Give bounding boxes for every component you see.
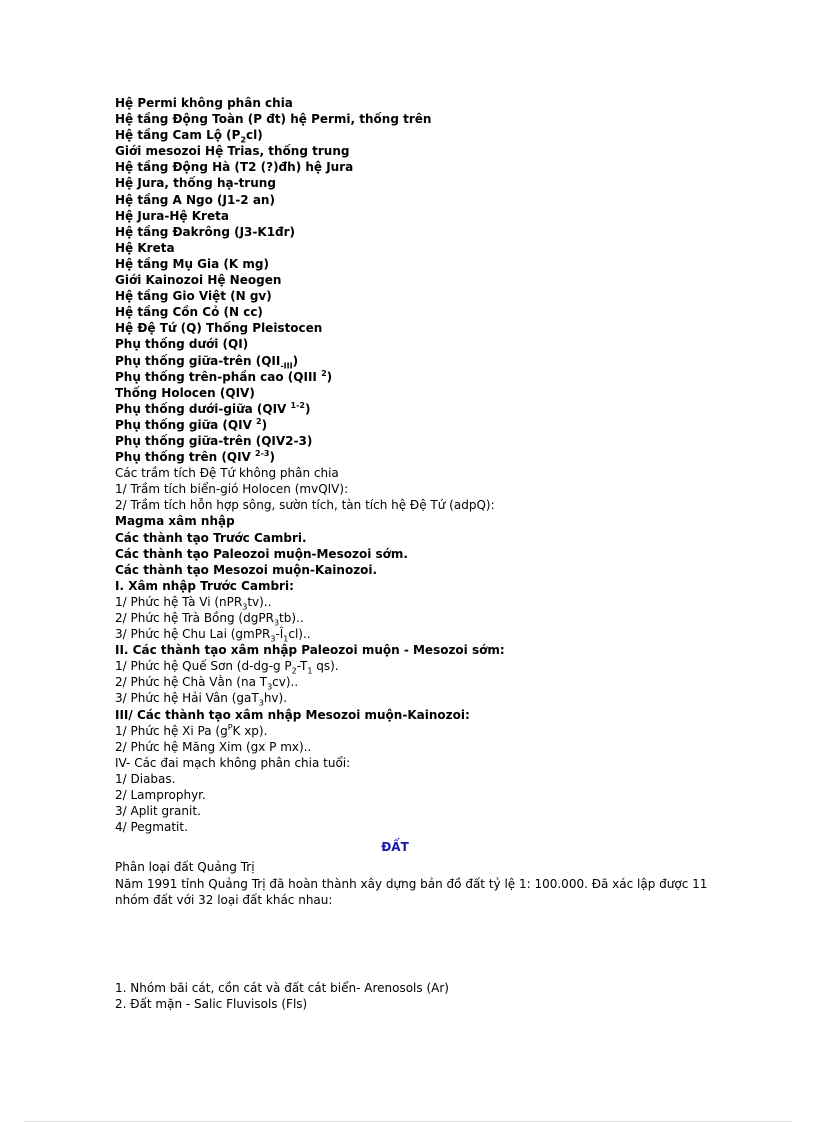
text-line: Hệ tầng Động Toàn (P đt) hệ Permi, thống trên xyxy=(115,112,432,127)
list-item: 2. Đất mặn - Salic Fluvisols (Fls) xyxy=(115,996,308,1011)
document-page xyxy=(115,95,725,1012)
section-heading: I. Xâm nhập Trước Cambri: xyxy=(115,578,294,593)
text-line: Hệ tầng Mụ Gia (K mg) xyxy=(115,256,269,271)
list-item: 1/ Diabas. xyxy=(115,771,176,786)
text-line: Phụ thống trên-phần cao (QIII $^2$) xyxy=(115,368,333,384)
text-line: 2/ Trầm tích hỗn hợp sông, sườn tích, tàn tích hệ Đệ Tứ (adpQ): xyxy=(115,498,495,513)
section-heading: IV- Các đai mạch không phân chia tuổi: xyxy=(115,755,351,770)
text-line: Thống Holocen (QIV) xyxy=(115,385,255,400)
spacer xyxy=(115,908,725,980)
text-line: Phụ thống dưới (QI) xyxy=(115,337,249,352)
text-line: Hệ Kreta xyxy=(115,240,175,255)
text-line: Hệ Jura, thống hạ-trung xyxy=(115,176,276,191)
text-line: Phụ thống giữa-trên (QIV2-3) xyxy=(115,433,313,448)
list-item: 3/ Phức hệ Chu Lai $(gmPR_3-Î_1cl)$.. xyxy=(115,627,311,644)
section-heading: II. Các thành tạo xâm nhập Paleozoi muộn - Mesozoi sớm: xyxy=(115,643,505,658)
list-item: 3/ Phức hệ Hải Vân (gaT$_3$hv). xyxy=(115,691,288,708)
list-item: 1. Nhóm bãi cát, cồn cát và đất cát biển- Arenosols (Ar) xyxy=(115,980,449,995)
paragraph: Năm 1991 tỉnh Quảng Trị đã hoàn thành xây dựng bản đồ đất tỷ lệ 1: 100.000. Đã xác lập được 11 nhóm đất với 32 loại đất khác nhau: xyxy=(115,876,708,907)
list-item: 1/ Phức hệ Tà Vi (nPR$_3$tv).. xyxy=(115,594,272,612)
section-heading: III/ Các thành tạo xâm nhập Mesozoi muộn-Kainozoi: xyxy=(115,707,470,722)
text-line: Phụ thống giữa-trên $(QII_{-III})$ xyxy=(115,353,299,370)
text-line: Hệ tầng Đakrông (J3-K1đr) xyxy=(115,224,296,239)
list-item: 4/ Pegmatit. xyxy=(115,820,188,835)
text-line: Hệ tầng Gio Việt (N gv) xyxy=(115,289,272,304)
text-line: Hệ Permi không phân chia xyxy=(115,96,293,110)
text-line: Phụ thống dưới-giữa (QIV $^{1-2}$) xyxy=(115,400,311,416)
list-item: 2/ Phức hệ Măng Xim (gx P mx).. xyxy=(115,739,312,754)
list-item: 3/ Aplit granit. xyxy=(115,804,201,819)
text-line: Phụ thống giữa (QIV $^2$) xyxy=(115,416,268,432)
text-line: Giới mesozoi Hệ Trias, thống trung xyxy=(115,144,350,159)
text-line: Các trầm tích Đệ Tứ không phân chia xyxy=(115,466,339,481)
text-line: Hệ tầng Cam Lộ $(P_2cl)$ xyxy=(115,128,263,145)
text-line: Hệ tầng Cồn Cỏ (N cc) xyxy=(115,305,263,320)
text-line: Phân loại đất Quảng Trị xyxy=(115,860,255,875)
page-bottom-border xyxy=(25,1121,791,1122)
soil-heading: ĐẤT xyxy=(381,840,409,855)
text-line: Hệ tầng A Ngo (J1-2 an) xyxy=(115,192,275,207)
list-item: 1/ Phức hệ Xi Pa ($g^PK$ xp). xyxy=(115,722,268,738)
list-item: 2/ Lamprophyr. xyxy=(115,788,206,803)
section-heading: Magma xâm nhập xyxy=(115,514,235,529)
text-line: Giới Kainozoi Hệ Neogen xyxy=(115,273,282,288)
text-line: Phụ thống trên (QIV $^{2-3}$) xyxy=(115,449,275,465)
text-line: Các thành tạo Mesozoi muộn-Kainozoi. xyxy=(115,562,378,577)
text-line: Các thành tạo Paleozoi muộn-Mesozoi sớm. xyxy=(115,546,408,561)
list-item: 2/ Phức hệ Chà Vằn (na $T_3cv$).. xyxy=(115,675,299,692)
text-line: Hệ Jura-Hệ Kreta xyxy=(115,208,229,223)
list-item: 2/ Phức hệ Trà Bồng (dgPR$_3$tb).. xyxy=(115,611,304,628)
text-line: Hệ Đệ Tứ (Q) Thống Pleistocen xyxy=(115,321,323,336)
text-line: Các thành tạo Trước Cambri. xyxy=(115,530,307,545)
list-item: 1/ Phức hệ Quế Sơn (d-dg-g $P_2-T_1$ qs). xyxy=(115,659,339,676)
text-line: Hệ tầng Động Hà (T2 (?)đh) hệ Jura xyxy=(115,160,354,175)
text-line: 1/ Trầm tích biển-gió Holocen (mvQIV): xyxy=(115,482,349,497)
